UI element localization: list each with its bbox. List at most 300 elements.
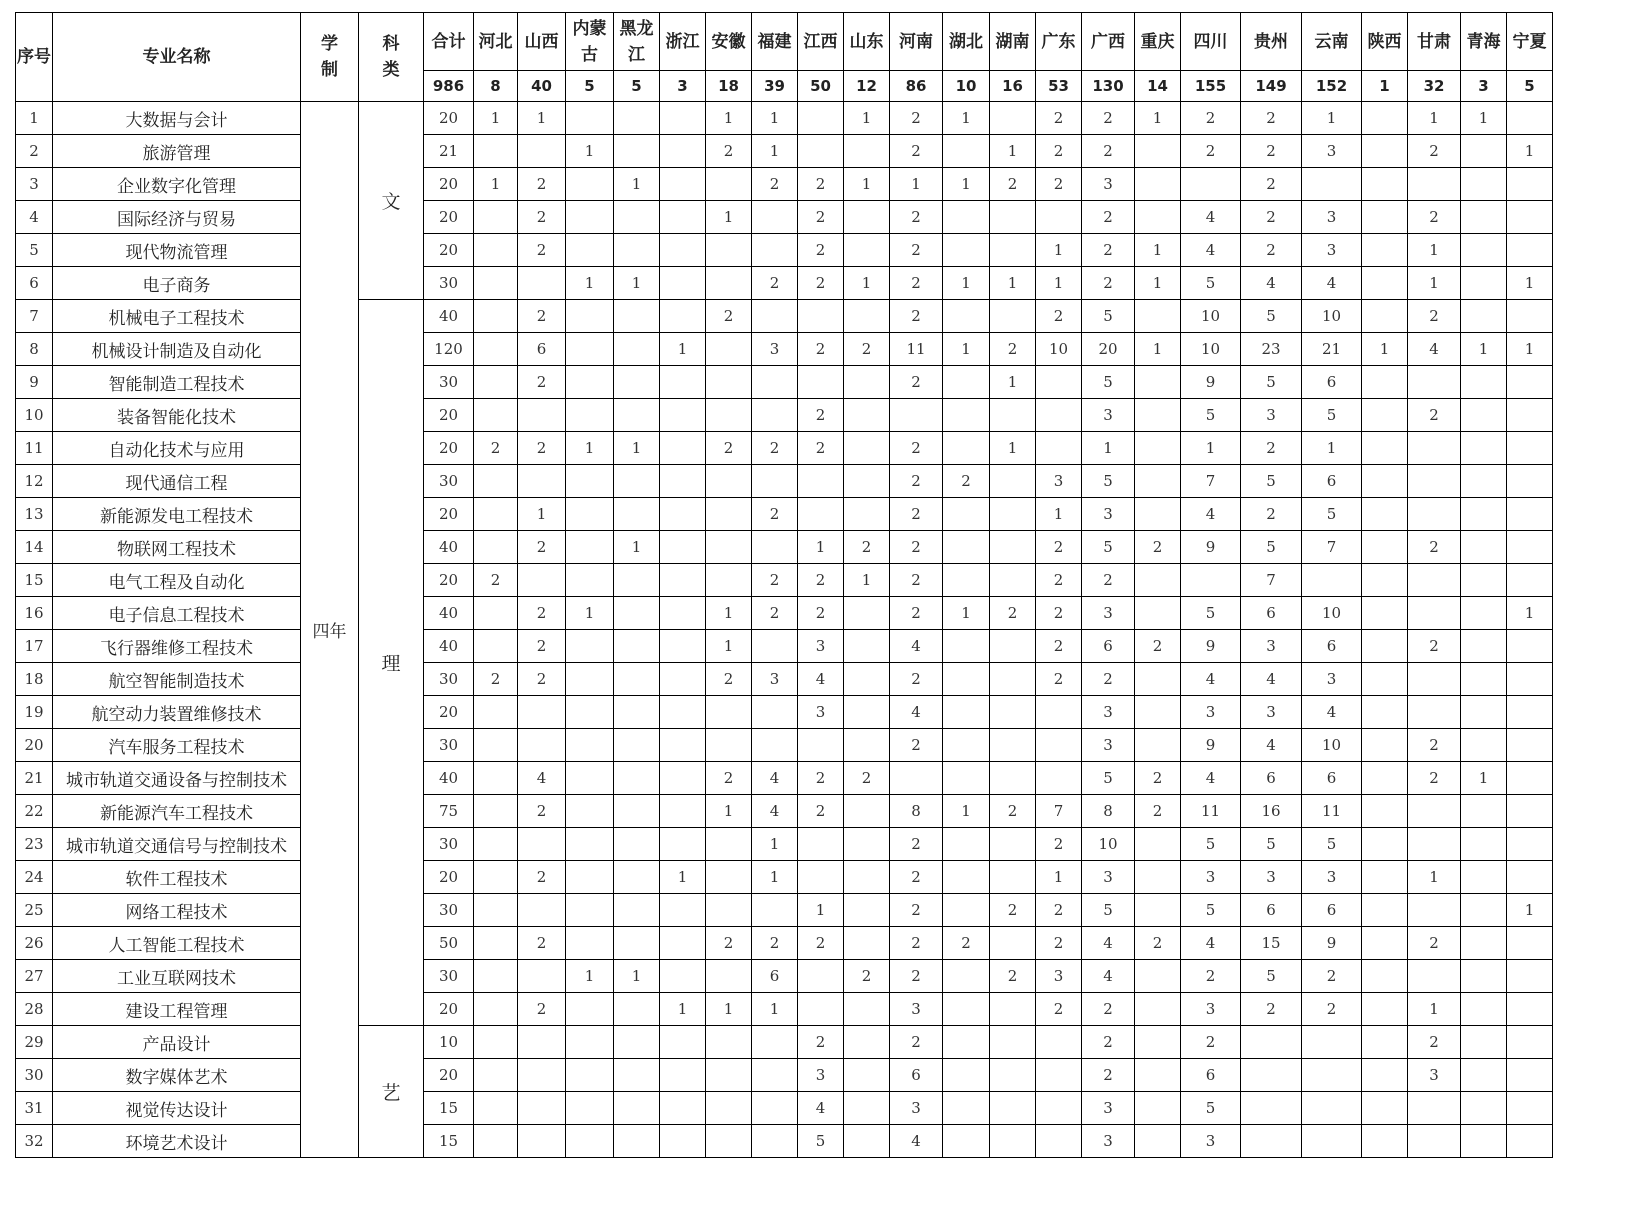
province-quota-cell	[1507, 1125, 1553, 1158]
province-quota-cell	[1362, 135, 1408, 168]
province-quota-cell	[844, 234, 890, 267]
province-quota-cell	[1461, 399, 1507, 432]
province-quota-cell: 2	[890, 498, 943, 531]
province-quota-cell: 2	[798, 399, 844, 432]
province-quota-cell: 5	[1241, 531, 1302, 564]
province-quota-cell	[1507, 795, 1553, 828]
table-row	[16, 1026, 1553, 1059]
table-row	[16, 333, 1553, 366]
province-quota-cell: 2	[1408, 729, 1461, 762]
province-quota-cell	[1461, 1125, 1507, 1158]
province-quota-cell: 3	[1036, 960, 1082, 993]
province-quota-cell	[990, 993, 1036, 1026]
province-quota-cell: 2	[1241, 432, 1302, 465]
province-quota-cell: 2	[890, 300, 943, 333]
province-quota-cell	[660, 729, 706, 762]
province-quota-cell	[1302, 168, 1362, 201]
province-quota-cell	[943, 696, 990, 729]
province-quota-cell	[844, 1125, 890, 1158]
province-quota-cell	[1461, 432, 1507, 465]
province-quota-cell	[990, 828, 1036, 861]
province-quota-cell: 1	[1135, 333, 1181, 366]
province-quota-cell: 1	[1036, 861, 1082, 894]
province-quota-cell: 2	[474, 663, 518, 696]
province-quota-cell: 2	[1082, 267, 1135, 300]
province-quota-cell: 2	[518, 366, 566, 399]
province-total: 50	[798, 71, 844, 102]
province-quota-cell	[1461, 927, 1507, 960]
province-quota-cell	[890, 762, 943, 795]
province-quota-cell	[752, 531, 798, 564]
province-quota-cell	[566, 696, 614, 729]
province-quota-cell: 2	[1082, 102, 1135, 135]
province-quota-cell: 5	[1302, 498, 1362, 531]
province-quota-cell	[943, 1059, 990, 1092]
province-quota-cell: 1	[1302, 432, 1362, 465]
province-quota-cell	[990, 300, 1036, 333]
province-quota-cell: 1	[798, 894, 844, 927]
province-quota-cell	[1135, 201, 1181, 234]
header-province: 浙江	[660, 13, 706, 71]
province-quota-cell: 7	[1302, 531, 1362, 564]
province-quota-cell	[518, 564, 566, 597]
province-quota-cell: 1	[990, 135, 1036, 168]
province-quota-cell	[474, 597, 518, 630]
province-quota-cell: 1	[752, 828, 798, 861]
header-category: 科类	[359, 13, 424, 102]
province-quota-cell	[1135, 432, 1181, 465]
province-quota-cell	[1036, 1026, 1082, 1059]
row-total: 20	[424, 861, 474, 894]
province-quota-cell: 2	[890, 894, 943, 927]
province-quota-cell: 3	[1082, 696, 1135, 729]
province-quota-cell	[706, 894, 752, 927]
province-quota-cell	[1408, 663, 1461, 696]
province-quota-cell: 1	[752, 861, 798, 894]
province-quota-cell	[660, 102, 706, 135]
province-quota-cell	[1461, 267, 1507, 300]
category-cell: 艺	[359, 1026, 424, 1158]
province-quota-cell	[474, 861, 518, 894]
header-province: 山东	[844, 13, 890, 71]
province-quota-cell	[706, 1026, 752, 1059]
row-seq: 25	[16, 894, 53, 927]
province-quota-cell: 1	[1036, 267, 1082, 300]
province-quota-cell	[1135, 1092, 1181, 1125]
province-quota-cell	[660, 1092, 706, 1125]
province-quota-cell: 10	[1082, 828, 1135, 861]
province-quota-cell: 2	[1241, 234, 1302, 267]
province-quota-cell	[1461, 663, 1507, 696]
row-total: 20	[424, 102, 474, 135]
province-quota-cell	[518, 894, 566, 927]
row-total: 30	[424, 894, 474, 927]
province-quota-cell: 1	[844, 267, 890, 300]
province-quota-cell	[1507, 1092, 1553, 1125]
province-quota-cell: 3	[752, 663, 798, 696]
province-quota-cell: 1	[706, 597, 752, 630]
header-province: 山西	[518, 13, 566, 71]
province-quota-cell	[1408, 1092, 1461, 1125]
category-cell: 理	[359, 300, 424, 1026]
province-quota-cell: 2	[1082, 234, 1135, 267]
province-quota-cell	[474, 267, 518, 300]
row-major-name: 自动化技术与应用	[53, 432, 301, 465]
province-quota-cell	[518, 960, 566, 993]
province-quota-cell	[1362, 366, 1408, 399]
province-quota-cell: 2	[943, 927, 990, 960]
province-quota-cell	[1362, 1059, 1408, 1092]
province-quota-cell	[990, 762, 1036, 795]
row-total: 20	[424, 1059, 474, 1092]
province-quota-cell: 10	[1302, 597, 1362, 630]
province-quota-cell: 2	[1241, 993, 1302, 1026]
province-quota-cell	[990, 630, 1036, 663]
province-quota-cell	[614, 894, 660, 927]
header-province: 安徽	[706, 13, 752, 71]
province-quota-cell	[1461, 861, 1507, 894]
province-quota-cell	[1302, 1092, 1362, 1125]
province-quota-cell: 2	[1082, 135, 1135, 168]
province-quota-cell: 3	[1302, 663, 1362, 696]
province-quota-cell	[990, 1026, 1036, 1059]
province-quota-cell	[990, 531, 1036, 564]
province-quota-cell	[566, 399, 614, 432]
province-quota-cell	[1036, 432, 1082, 465]
province-quota-cell	[1461, 531, 1507, 564]
province-quota-cell: 11	[1302, 795, 1362, 828]
province-quota-cell	[943, 861, 990, 894]
province-quota-cell: 2	[943, 465, 990, 498]
province-quota-cell: 2	[518, 300, 566, 333]
province-quota-cell: 5	[1302, 399, 1362, 432]
province-total: 18	[706, 71, 752, 102]
province-quota-cell	[1362, 696, 1408, 729]
province-quota-cell: 2	[1036, 993, 1082, 1026]
province-quota-cell	[1036, 201, 1082, 234]
enrollment-plan-table	[15, 12, 1553, 1158]
province-quota-cell	[1461, 960, 1507, 993]
province-quota-cell: 3	[1082, 597, 1135, 630]
row-major-name: 大数据与会计	[53, 102, 301, 135]
province-quota-cell	[990, 564, 1036, 597]
province-quota-cell	[660, 1026, 706, 1059]
province-quota-cell	[990, 696, 1036, 729]
table-row	[16, 366, 1553, 399]
table-row	[16, 399, 1553, 432]
table-row	[16, 630, 1553, 663]
province-quota-cell	[614, 201, 660, 234]
province-quota-cell: 4	[1181, 762, 1241, 795]
province-quota-cell	[844, 597, 890, 630]
row-major-name: 工业互联网技术	[53, 960, 301, 993]
province-quota-cell: 3	[1036, 465, 1082, 498]
grand-total: 986	[424, 71, 474, 102]
province-quota-cell	[1461, 498, 1507, 531]
province-quota-cell	[943, 201, 990, 234]
row-seq: 6	[16, 267, 53, 300]
province-quota-cell	[1408, 564, 1461, 597]
province-quota-cell: 1	[844, 168, 890, 201]
province-quota-cell: 1	[1181, 432, 1241, 465]
province-quota-cell	[614, 729, 660, 762]
province-quota-cell	[943, 729, 990, 762]
province-quota-cell	[614, 927, 660, 960]
province-quota-cell	[660, 135, 706, 168]
province-quota-cell: 6	[1241, 762, 1302, 795]
province-quota-cell: 2	[890, 102, 943, 135]
province-quota-cell: 1	[474, 168, 518, 201]
province-quota-cell: 2	[844, 531, 890, 564]
province-quota-cell: 2	[706, 135, 752, 168]
header-province: 贵州	[1241, 13, 1302, 71]
province-quota-cell: 2	[798, 927, 844, 960]
province-quota-cell	[752, 696, 798, 729]
province-quota-cell	[614, 828, 660, 861]
province-quota-cell	[706, 729, 752, 762]
province-quota-cell	[566, 729, 614, 762]
province-quota-cell: 2	[844, 762, 890, 795]
province-quota-cell	[798, 300, 844, 333]
province-quota-cell: 2	[1135, 762, 1181, 795]
province-quota-cell	[706, 168, 752, 201]
province-quota-cell	[1135, 135, 1181, 168]
province-quota-cell	[660, 927, 706, 960]
row-major-name: 新能源发电工程技术	[53, 498, 301, 531]
province-quota-cell: 10	[1181, 300, 1241, 333]
province-quota-cell	[752, 465, 798, 498]
header-province: 广东	[1036, 13, 1082, 71]
province-quota-cell	[1135, 1059, 1181, 1092]
province-quota-cell	[1408, 696, 1461, 729]
province-quota-cell: 2	[518, 201, 566, 234]
province-quota-cell	[660, 531, 706, 564]
province-quota-cell: 3	[1302, 861, 1362, 894]
row-major-name: 数字媒体艺术	[53, 1059, 301, 1092]
province-quota-cell	[660, 366, 706, 399]
province-quota-cell: 1	[706, 993, 752, 1026]
row-major-name: 企业数字化管理	[53, 168, 301, 201]
province-quota-cell	[1461, 300, 1507, 333]
province-quota-cell	[1461, 168, 1507, 201]
province-quota-cell: 4	[1181, 234, 1241, 267]
province-quota-cell	[943, 993, 990, 1026]
province-quota-cell: 2	[1036, 663, 1082, 696]
province-quota-cell	[474, 729, 518, 762]
province-quota-cell	[706, 960, 752, 993]
province-quota-cell	[614, 1059, 660, 1092]
table-row	[16, 1092, 1553, 1125]
province-quota-cell	[474, 993, 518, 1026]
province-quota-cell	[566, 861, 614, 894]
province-quota-cell	[1408, 828, 1461, 861]
row-seq: 3	[16, 168, 53, 201]
province-quota-cell: 2	[518, 630, 566, 663]
province-quota-cell	[1507, 300, 1553, 333]
province-quota-cell: 2	[752, 564, 798, 597]
province-quota-cell: 1	[614, 531, 660, 564]
row-major-name: 城市轨道交通设备与控制技术	[53, 762, 301, 795]
row-seq: 17	[16, 630, 53, 663]
province-quota-cell	[566, 762, 614, 795]
province-quota-cell	[798, 993, 844, 1026]
province-quota-cell	[943, 399, 990, 432]
province-quota-cell	[1036, 762, 1082, 795]
province-quota-cell: 23	[1241, 333, 1302, 366]
province-quota-cell	[1302, 1026, 1362, 1059]
province-quota-cell	[1507, 927, 1553, 960]
province-quota-cell	[990, 498, 1036, 531]
province-quota-cell	[1362, 465, 1408, 498]
province-quota-cell	[518, 399, 566, 432]
province-quota-cell: 2	[1036, 300, 1082, 333]
row-seq: 4	[16, 201, 53, 234]
province-quota-cell: 2	[798, 597, 844, 630]
province-quota-cell	[660, 267, 706, 300]
province-quota-cell	[518, 135, 566, 168]
province-quota-cell: 2	[706, 927, 752, 960]
province-quota-cell: 3	[890, 993, 943, 1026]
province-quota-cell	[943, 564, 990, 597]
province-quota-cell	[660, 795, 706, 828]
province-quota-cell	[614, 663, 660, 696]
province-total: 14	[1135, 71, 1181, 102]
province-quota-cell	[1135, 696, 1181, 729]
province-quota-cell	[660, 168, 706, 201]
province-quota-cell	[752, 201, 798, 234]
row-total: 20	[424, 498, 474, 531]
province-quota-cell: 2	[1036, 894, 1082, 927]
province-quota-cell	[1507, 432, 1553, 465]
row-major-name: 环境艺术设计	[53, 1125, 301, 1158]
province-quota-cell	[943, 1026, 990, 1059]
row-total: 30	[424, 960, 474, 993]
province-quota-cell	[798, 828, 844, 861]
province-quota-cell	[1362, 300, 1408, 333]
province-quota-cell: 1	[798, 531, 844, 564]
province-quota-cell: 2	[890, 135, 943, 168]
province-quota-cell: 2	[1082, 1059, 1135, 1092]
row-seq: 27	[16, 960, 53, 993]
province-quota-cell	[518, 1092, 566, 1125]
province-quota-cell: 6	[1302, 762, 1362, 795]
province-quota-cell: 3	[1408, 1059, 1461, 1092]
province-quota-cell	[752, 1092, 798, 1125]
province-total: 1	[1362, 71, 1408, 102]
province-quota-cell: 4	[890, 1125, 943, 1158]
province-quota-cell	[614, 1026, 660, 1059]
province-quota-cell	[706, 1059, 752, 1092]
province-quota-cell	[614, 102, 660, 135]
province-quota-cell: 10	[1181, 333, 1241, 366]
province-quota-cell: 8	[1082, 795, 1135, 828]
province-quota-cell: 2	[518, 795, 566, 828]
province-quota-cell: 11	[1181, 795, 1241, 828]
province-quota-cell: 2	[1036, 927, 1082, 960]
province-quota-cell	[1302, 1059, 1362, 1092]
province-quota-cell: 1	[518, 102, 566, 135]
province-quota-cell	[844, 498, 890, 531]
province-quota-cell	[1135, 894, 1181, 927]
header-province: 河南	[890, 13, 943, 71]
province-quota-cell	[660, 894, 706, 927]
province-quota-cell: 6	[518, 333, 566, 366]
province-quota-cell	[1362, 960, 1408, 993]
province-quota-cell: 2	[474, 564, 518, 597]
province-quota-cell: 3	[1302, 234, 1362, 267]
province-quota-cell: 1	[1507, 267, 1553, 300]
row-seq: 22	[16, 795, 53, 828]
table-row	[16, 201, 1553, 234]
province-quota-cell	[752, 234, 798, 267]
table-row	[16, 993, 1553, 1026]
province-quota-cell: 6	[1302, 894, 1362, 927]
province-quota-cell	[660, 300, 706, 333]
province-quota-cell: 5	[1082, 300, 1135, 333]
row-major-name: 航空智能制造技术	[53, 663, 301, 696]
province-quota-cell: 2	[798, 267, 844, 300]
row-major-name: 建设工程管理	[53, 993, 301, 1026]
province-quota-cell	[1408, 432, 1461, 465]
province-quota-cell	[844, 663, 890, 696]
province-quota-cell: 3	[1181, 993, 1241, 1026]
table-row	[16, 1125, 1553, 1158]
province-quota-cell	[566, 234, 614, 267]
province-quota-cell: 2	[798, 795, 844, 828]
province-quota-cell	[518, 729, 566, 762]
province-quota-cell: 2	[1302, 993, 1362, 1026]
province-quota-cell	[1362, 597, 1408, 630]
header-province: 四川	[1181, 13, 1241, 71]
province-quota-cell	[1507, 828, 1553, 861]
row-total: 20	[424, 564, 474, 597]
province-quota-cell: 1	[614, 960, 660, 993]
province-quota-cell	[474, 201, 518, 234]
province-quota-cell	[1135, 465, 1181, 498]
row-total: 21	[424, 135, 474, 168]
province-quota-cell	[1241, 1026, 1302, 1059]
province-quota-cell: 11	[890, 333, 943, 366]
province-quota-cell	[1461, 795, 1507, 828]
province-quota-cell: 4	[1408, 333, 1461, 366]
province-quota-cell: 6	[1302, 366, 1362, 399]
province-quota-cell: 1	[943, 102, 990, 135]
row-total: 20	[424, 399, 474, 432]
header-province: 黑龙江	[614, 13, 660, 71]
province-quota-cell	[474, 366, 518, 399]
province-quota-cell: 4	[1302, 267, 1362, 300]
province-quota-cell	[1507, 498, 1553, 531]
province-quota-cell	[1362, 1092, 1408, 1125]
province-quota-cell: 1	[1408, 993, 1461, 1026]
province-quota-cell: 2	[1408, 630, 1461, 663]
province-total: 86	[890, 71, 943, 102]
row-major-name: 产品设计	[53, 1026, 301, 1059]
province-quota-cell: 2	[752, 498, 798, 531]
province-quota-cell: 2	[518, 531, 566, 564]
province-quota-cell	[1135, 300, 1181, 333]
province-total: 130	[1082, 71, 1135, 102]
province-quota-cell: 4	[1181, 201, 1241, 234]
province-quota-cell: 3	[1082, 1125, 1135, 1158]
province-quota-cell	[1461, 135, 1507, 168]
province-quota-cell: 1	[614, 168, 660, 201]
province-quota-cell: 2	[1408, 399, 1461, 432]
row-major-name: 现代通信工程	[53, 465, 301, 498]
row-major-name: 飞行器维修工程技术	[53, 630, 301, 663]
province-quota-cell	[1461, 465, 1507, 498]
province-quota-cell: 2	[990, 795, 1036, 828]
